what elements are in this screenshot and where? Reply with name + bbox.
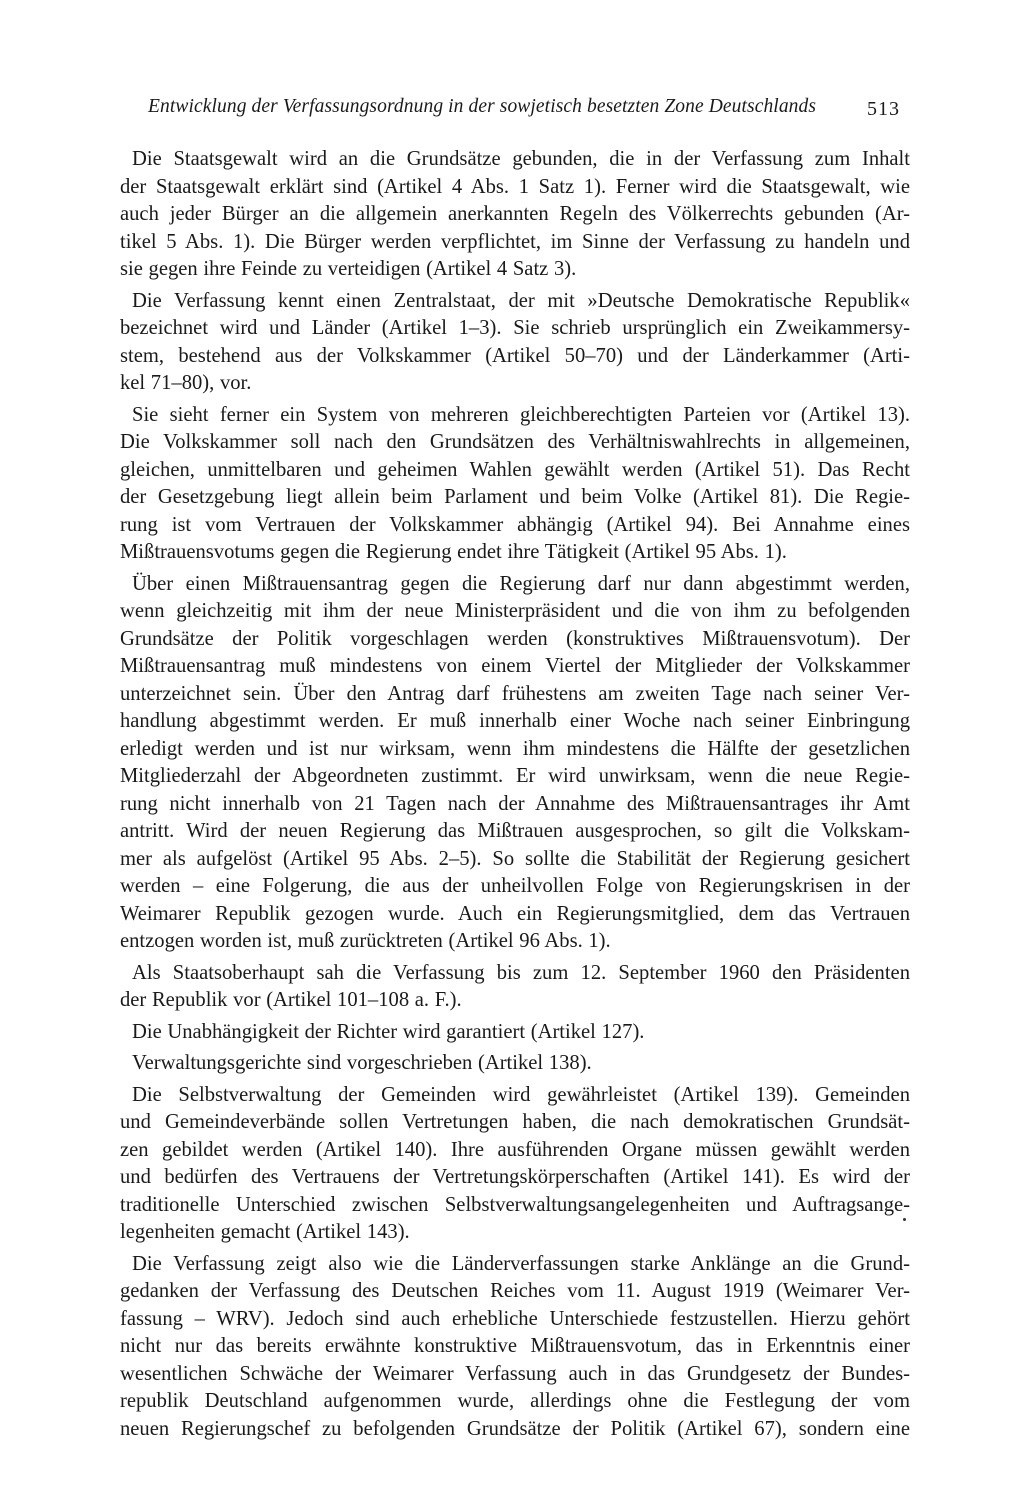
text-line: rung ist vom Vertrauen der Volkskammer abhängig (Artikel 94). Bei Annahme eines: [120, 513, 910, 536]
paragraph: [120, 1082, 910, 1247]
text-line: Die Verfassung kennt einen Zentralstaat, der mit »Deutsche Demokratische Republik«: [132, 289, 910, 312]
text-line: stem, bestehend aus der Volkskammer (Artikel 50–70) und der Länderkammer (Arti-: [120, 344, 910, 367]
text-line: Mißtrauensantrag muß mindestens von einem Viertel der Mitglieder der Volkskammer: [120, 655, 910, 677]
text-line: Die Unabhängigkeit der Richter wird garantiert (Artikel 127).: [132, 1020, 645, 1043]
text-line: neuen Regierungschef zu befolgenden Grundsätze der Politik (Artikel 67), sondern eine: [120, 1417, 910, 1440]
text-line: Verwaltungsgerichte sind vorgeschrieben (Artikel 138).: [132, 1052, 592, 1074]
page-number: 513: [867, 98, 900, 120]
paragraph: [120, 1251, 910, 1444]
text-line: Mitgliederzahl der Abgeordneten zustimmt. Er wird unwirksam, wenn die neue Regie-: [120, 765, 910, 787]
running-title: Entwicklung der Verfassungsordnung in der sowjetisch besetzten Zone Deutschlands: [148, 96, 817, 117]
text-line: kel 71–80), vor.: [120, 372, 252, 394]
paragraph: [120, 1019, 910, 1047]
text-line: antritt. Wird der neuen Regierung das Mißtrauen ausgesprochen, so gilt die Volkskam-: [120, 820, 910, 842]
body-text: [120, 146, 910, 1443]
text-line: Grundsätze der Politik vorgeschlagen werden (konstruktives Mißtrauensvotum). Der: [120, 627, 910, 650]
text-line: Die Volkskammer soll nach den Grundsätzen des Verhältniswahlrechts in allgemeinen,: [120, 431, 910, 453]
text-line: rung nicht innerhalb von 21 Tagen nach der Annahme des Mißtrauensantrages ihr Amt: [120, 792, 910, 815]
text-line: unterzeichnet sein. Über den Antrag darf frühestens am zweiten Tage nach seiner Ver-: [120, 682, 910, 705]
text-line: zen gebildet werden (Artikel 140). Ihre ausführenden Organe müssen gewählt werden: [120, 1138, 910, 1161]
paragraph: [120, 1050, 910, 1078]
text-line: sie gegen ihre Feinde zu verteidigen (Artikel 4 Satz 3).: [120, 258, 577, 280]
text-line: handlung abgestimmt werden. Er muß innerhalb einer Woche nach seiner Einbringung: [120, 710, 910, 732]
text-line: Die Selbstverwaltung der Gemeinden wird gewährleistet (Artikel 139). Gemeinden: [132, 1083, 910, 1106]
text-line: Weimarer Republik gezogen wurde. Auch ein Regierungsmitglied, dem das Vertrauen: [120, 902, 910, 925]
text-line: mer als aufgelöst (Artikel 95 Abs. 2–5). So sollte die Stabilität der Regierung gesichert: [120, 847, 910, 870]
text-line: tikel 5 Abs. 1). Die Bürger werden verpflichtet, im Sinne der Verfassung zu handeln und: [120, 230, 910, 253]
text-line: traditionelle Unterschied zwischen Selbstverwaltungsangelegenheiten und Auftragsange-: [120, 1193, 910, 1216]
text-line: der Republik vor (Artikel 101–108 a. F.).: [120, 989, 462, 1011]
paragraph: [120, 960, 910, 1015]
text-line: republik Deutschland aufgenommen wurde, allerdings ohne die Festlegung der vom: [120, 1390, 910, 1412]
paragraph: [120, 571, 910, 956]
text-line: der Gesetzgebung liegt allein beim Parlament und beim Volke (Artikel 81). Die Regie-: [120, 486, 910, 508]
text-line: wenn gleichzeitig mit ihm der neue Ministerpräsident und die von ihm zu befolgenden: [120, 600, 910, 622]
text-line: entzogen worden ist, muß zurücktreten (Artikel 96 Abs. 1).: [120, 930, 611, 952]
text-line: bezeichnet wird und Länder (Artikel 1–3). Sie schrieb ursprünglich ein Zweikammersy-: [120, 317, 910, 339]
text-line: gleichen, unmittelbaren und geheimen Wahlen gewählt werden (Artikel 51). Das Recht: [120, 458, 910, 481]
text-line: nicht nur das bereits erwähnte konstruktive Mißtrauensvotum, das in Erkenntnis einer: [120, 1335, 910, 1357]
text-line: Als Staatsoberhaupt sah die Verfassung bis zum 12. September 1960 den Präsidenten: [132, 961, 910, 984]
text-line: erledigt werden und ist nur wirksam, wenn ihm mindestens die Hälfte der gesetzlichen: [120, 737, 910, 760]
text-line: auch jeder Bürger an die allgemein anerkannten Regeln des Völkerrechts gebunden (Ar-: [120, 203, 910, 225]
stray-mark: [903, 1218, 906, 1221]
text-line: und bedürfen des Vertrauens der Vertretungskörperschaften (Artikel 141). Es wird der: [120, 1166, 910, 1188]
text-line: gedanken der Verfassung des Deutschen Reiches vom 11. August 1919 (Weimarer Ver-: [120, 1280, 910, 1302]
text-line: fassung – WRV). Jedoch sind auch erhebliche Unterschiede festzustellen. Hierzu gehört: [120, 1307, 910, 1330]
text-line: Mißtrauensvotums gegen die Regierung endet ihre Tätigkeit (Artikel 95 Abs. 1).: [120, 541, 787, 563]
text-line: werden – eine Folgerung, die aus der unheilvollen Folge von Regierungskrisen in der: [120, 875, 910, 897]
text-line: wesentlichen Schwäche der Weimarer Verfassung auch in das Grundgesetz der Bundes-: [120, 1362, 910, 1385]
paragraph: [120, 402, 910, 567]
paragraph: [120, 288, 910, 398]
text-line: Die Verfassung zeigt also wie die Länderverfassungen starke Anklänge an die Grund-: [132, 1252, 910, 1275]
text-line: Sie sieht ferner ein System von mehreren gleichberechtigten Parteien vor (Artikel 13).: [132, 403, 910, 426]
text-line: und Gemeindeverbände sollen Vertretungen haben, die nach demokratischen Grundsät-: [120, 1111, 910, 1133]
text-line: Die Staatsgewalt wird an die Grundsätze gebunden, die in der Verfassung zum Inhalt: [132, 148, 910, 170]
text-line: Über einen Mißtrauensantrag gegen die Regierung darf nur dann abgestimmt werden,: [132, 572, 910, 595]
paragraph: [120, 146, 910, 284]
text-line: der Staatsgewalt erklärt sind (Artikel 4 Abs. 1 Satz 1). Ferner wird die Staatsgewalt, wie: [120, 175, 910, 198]
text-line: legenheiten gemacht (Artikel 143).: [120, 1221, 410, 1243]
